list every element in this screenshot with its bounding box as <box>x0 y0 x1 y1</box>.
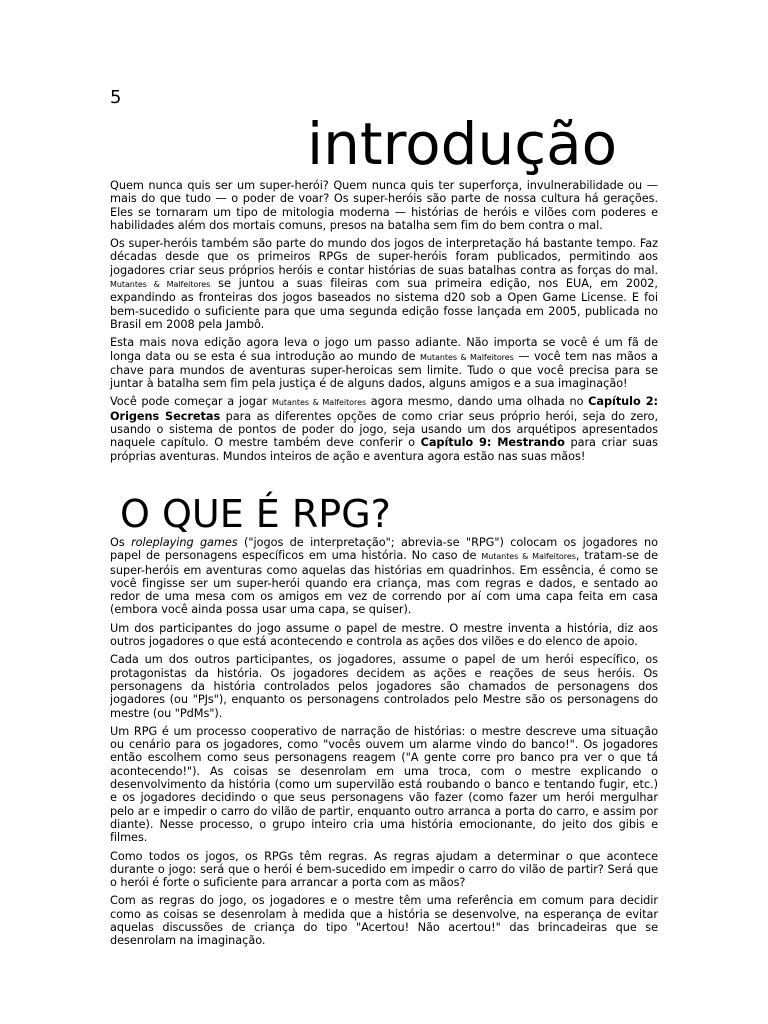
rpg-paragraph-6: Com as regras do jogo, os jogadores e o mestre têm uma referência em comum para decidir como as coisas se desenrolam à medida que a história se desenvolve, na esperança de evitar aquelas discussões de criança do tipo "Acertou! Não acertou!" das brincadeiras que se desenrolam na imaginação. <box>110 894 658 948</box>
game-name: Mutantes & Malfeitores <box>481 552 576 562</box>
section-heading: O QUE É RPG? <box>120 492 391 536</box>
page-number: 5 <box>110 87 122 108</box>
rpg-paragraph-1: Os roleplaying games ("jogos de interpretação"; abrevia-se "RPG") colocam os jogadores no papel de personagens específicos em uma história. No caso de Mutantes & Malfeitores, tratam-se de super-heróis em aventuras como aquelas das histórias em quadrinhos. Em essência, é como se você fingisse ser um super-herói quando era criança, mas com regras e dados, e sentado ao redor de uma mesa com os amigos em vez de correndo por aí com uma capa feita em casa (embora você ainda possa usar uma capa, se quiser). <box>110 536 658 617</box>
rpg-paragraph-3: Cada um dos outros participantes, os jogadores, assume o papel de um herói específico, os protagonistas da história. Os jogadores decidem as ações e reações de seus heróis. Os personagens da história controlados pelos jogadores são chamados de personagens dos jogadores (ou "PJs"), enquanto os personagens controlados pelo Mestre são os personagens do mestre (ou "PdMs"). <box>110 653 658 720</box>
intro-paragraph-2: Os super-heróis também são parte do mundo dos jogos de interpretação há bastante tempo. Faz décadas desde que os primeiros RPGs de super-heróis foram publicados, permitindo aos jogadores criar seus próprios heróis e contar histórias de suas batalhas contra as forças do mal. Mutantes & Malfeitores se juntou a suas fileiras com sua primeira edição, nos EUA, em 2002, expandindo as fronteiras dos jogos baseados no sistema d20 sob a Open Game License. E foi bem-sucedido o suficiente para que uma segunda edição fosse lançada em 2005, publicada no Brasil em 2008 pela Jambô. <box>110 237 658 331</box>
rpg-paragraph-5: Como todos os jogos, os RPGs têm regras. As regras ajudam a determinar o que acontece durante o jogo: será que o herói é bem-sucedido em impedir o carro do vilão de partir? Será que o herói é forte o suficiente para arrancar a porta com as mãos? <box>110 849 658 890</box>
intro-paragraph-4: Você pode começar a jogar Mutantes & Malfeitores agora mesmo, dando uma olhada no Capítulo 2: Origens Secretas para as diferentes opções de como criar seus próprio herói, seja do zero, usando o sistema de pontos de poder do jogo, seja usando um dos arquétipos apresentados naquele capítulo. O mestre também deve conferir o Capítulo 9: Mestrando para criar suas próprias aventuras. Mundos inteiros de ação e aventura agora estão nas suas mãos! <box>110 395 659 463</box>
game-name: Mutantes & Malfeitores <box>272 398 367 408</box>
intro-paragraph-1: Quem nunca quis ser um super-herói? Quem nunca quis ter superforça, invulnerabilidade ou — mais do que tudo — o poder de voar? Os super-heróis são parte de nossa cultura há gerações. Eles se tornaram um tipo de mitologia moderna — histórias de heróis e vilões com poderes e habilidades além dos mortais comuns, presos na batalha sem fim do bem contra o mal. <box>110 179 658 232</box>
chapter-2-reference: Capítulo 2: Origens Secretas <box>110 395 658 423</box>
rpg-paragraph-4: Um RPG é um processo cooperativo de narração de histórias: o mestre descreve uma situação ou cenário para os jogadores, como "vocês ouvem um alarme vindo do banco!". Os jogadores então escolhem como seus personagens reagem ("A gente corre pro banco pra ver o que tá acontecendo!"). As coisas se desenrolam em uma troca, com o mestre explicando o desenvolvimento da história (como um supervilão está roubando o banco e tentando fugir, etc.) e os jogadores decidindo o que seus personagens vão fazer (como fazer um herói mergulhar pelo ar e impedir o carro do vilão de partir, enquanto outro arranca a porta do carro, e assim por diante). Nesse processo, o grupo inteiro cria uma história emocionante, do jeito dos gibis e filmes. <box>110 724 658 845</box>
game-name: Mutantes & Malfeitores <box>110 280 211 290</box>
roleplaying-games-term: roleplaying games <box>131 536 238 549</box>
rpg-section <box>110 536 658 953</box>
intro-section <box>110 179 658 468</box>
page-title: introdução <box>307 110 618 178</box>
intro-paragraph-3: Esta mais nova edição agora leva o jogo um passo adiante. Não importa se você é um fã de longa data ou se esta é sua introdução ao mundo de Mutantes & Malfeitores — você tem nas mãos a chave para mundos de aventuras super-heroicas sem limite. Tudo o que você precisa para se juntar à batalha sem fim pela justiça é de alguns dados, alguns amigos e a sua imaginação! <box>110 336 658 391</box>
game-name: Mutantes & Malfeitores <box>420 352 514 362</box>
rpg-paragraph-2: Um dos participantes do jogo assume o papel de mestre. O mestre inventa a história, diz aos outros jogadores o que está acontecendo e controla as ações dos vilões e do elenco de apoio. <box>110 621 658 649</box>
chapter-9-reference: Capítulo 9: Mestrando <box>420 436 565 450</box>
